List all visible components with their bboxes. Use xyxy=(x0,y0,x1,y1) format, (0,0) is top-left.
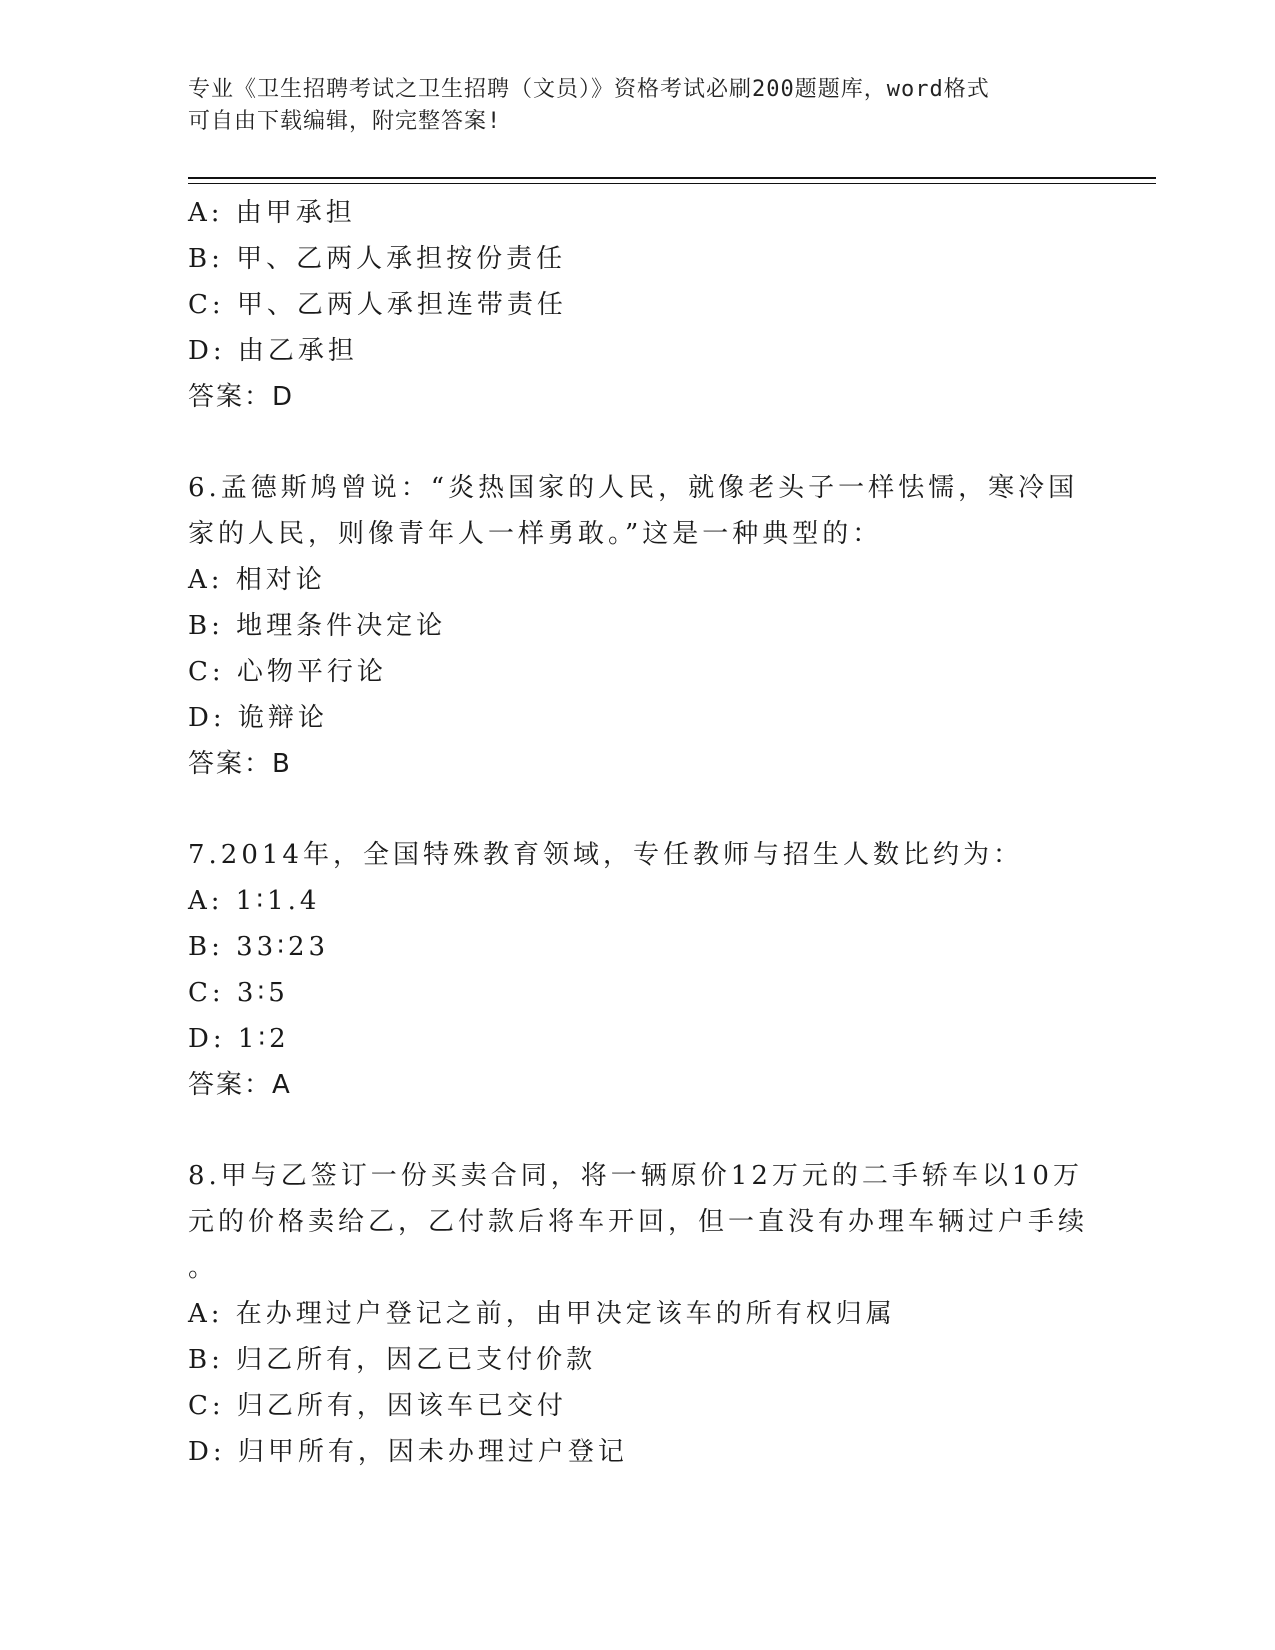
question-6 xyxy=(188,465,1079,787)
option-a: A: 相对论 xyxy=(188,565,326,595)
question-stem-line: 6.孟德斯鸠曾说：“炎热国家的人民，就像老头子一样怯懦，寒冷国 xyxy=(188,473,1079,503)
spacer xyxy=(188,787,1068,832)
option-b: B: 甲、乙两人承担按份责任 xyxy=(188,244,567,274)
spacer xyxy=(188,1108,1068,1153)
header-divider-thick xyxy=(188,177,1156,179)
option-b: B: 地理条件决定论 xyxy=(188,611,447,641)
option-a: A: 1∶1.4 xyxy=(188,886,321,916)
option-b: B: 归乙所有，因乙已支付价款 xyxy=(188,1345,597,1375)
header-title-line-1: 专业《卫生招聘考试之卫生招聘（文员）》资格考试必刷200题题库，word格式 xyxy=(188,77,990,102)
header-divider-thin xyxy=(188,183,1156,184)
option-a: A: 在办理过户登记之前，由甲决定该车的所有权归属 xyxy=(188,1299,896,1329)
option-c: C: 甲、乙两人承担连带责任 xyxy=(188,290,567,320)
question-5-continued xyxy=(188,190,1068,420)
question-stem-line: 7.2014年，全国特殊教育领域，专任教师与招生人数比约为： xyxy=(188,840,1023,870)
answer-key: 答案：A xyxy=(188,1070,292,1100)
question-stem-line: 元的价格卖给乙，乙付款后将车开回，但一直没有办理车辆过户手续 xyxy=(188,1207,1089,1237)
answer-key: 答案：D xyxy=(188,382,295,412)
option-c: C: 3∶5 xyxy=(188,978,289,1008)
document-header xyxy=(188,74,1068,138)
question-7 xyxy=(188,832,1068,1108)
document-body xyxy=(188,190,1089,1475)
header-title-line-2: 可自由下载编辑，附完整答案! xyxy=(188,109,502,134)
option-d: D: 由乙承担 xyxy=(188,336,358,366)
option-b: B: 33∶23 xyxy=(188,932,330,962)
question-stem-line: 8.甲与乙签订一份买卖合同，将一辆原价12万元的二手轿车以10万 xyxy=(188,1161,1083,1191)
question-8 xyxy=(188,1153,1089,1475)
option-c: C: 归乙所有，因该车已交付 xyxy=(188,1391,567,1421)
option-d: D: 1∶2 xyxy=(188,1024,290,1054)
option-d: D: 归甲所有，因未办理过户登记 xyxy=(188,1437,628,1467)
option-a: A: 由甲承担 xyxy=(188,198,356,228)
spacer xyxy=(188,420,1068,465)
option-d: D: 诡辩论 xyxy=(188,703,328,733)
question-stem-line: 家的人民，则像青年人一样勇敢。”这是一种典型的： xyxy=(188,519,883,549)
answer-key: 答案：B xyxy=(188,749,292,779)
question-stem-line: 。 xyxy=(188,1253,219,1283)
option-c: C: 心物平行论 xyxy=(188,657,387,687)
